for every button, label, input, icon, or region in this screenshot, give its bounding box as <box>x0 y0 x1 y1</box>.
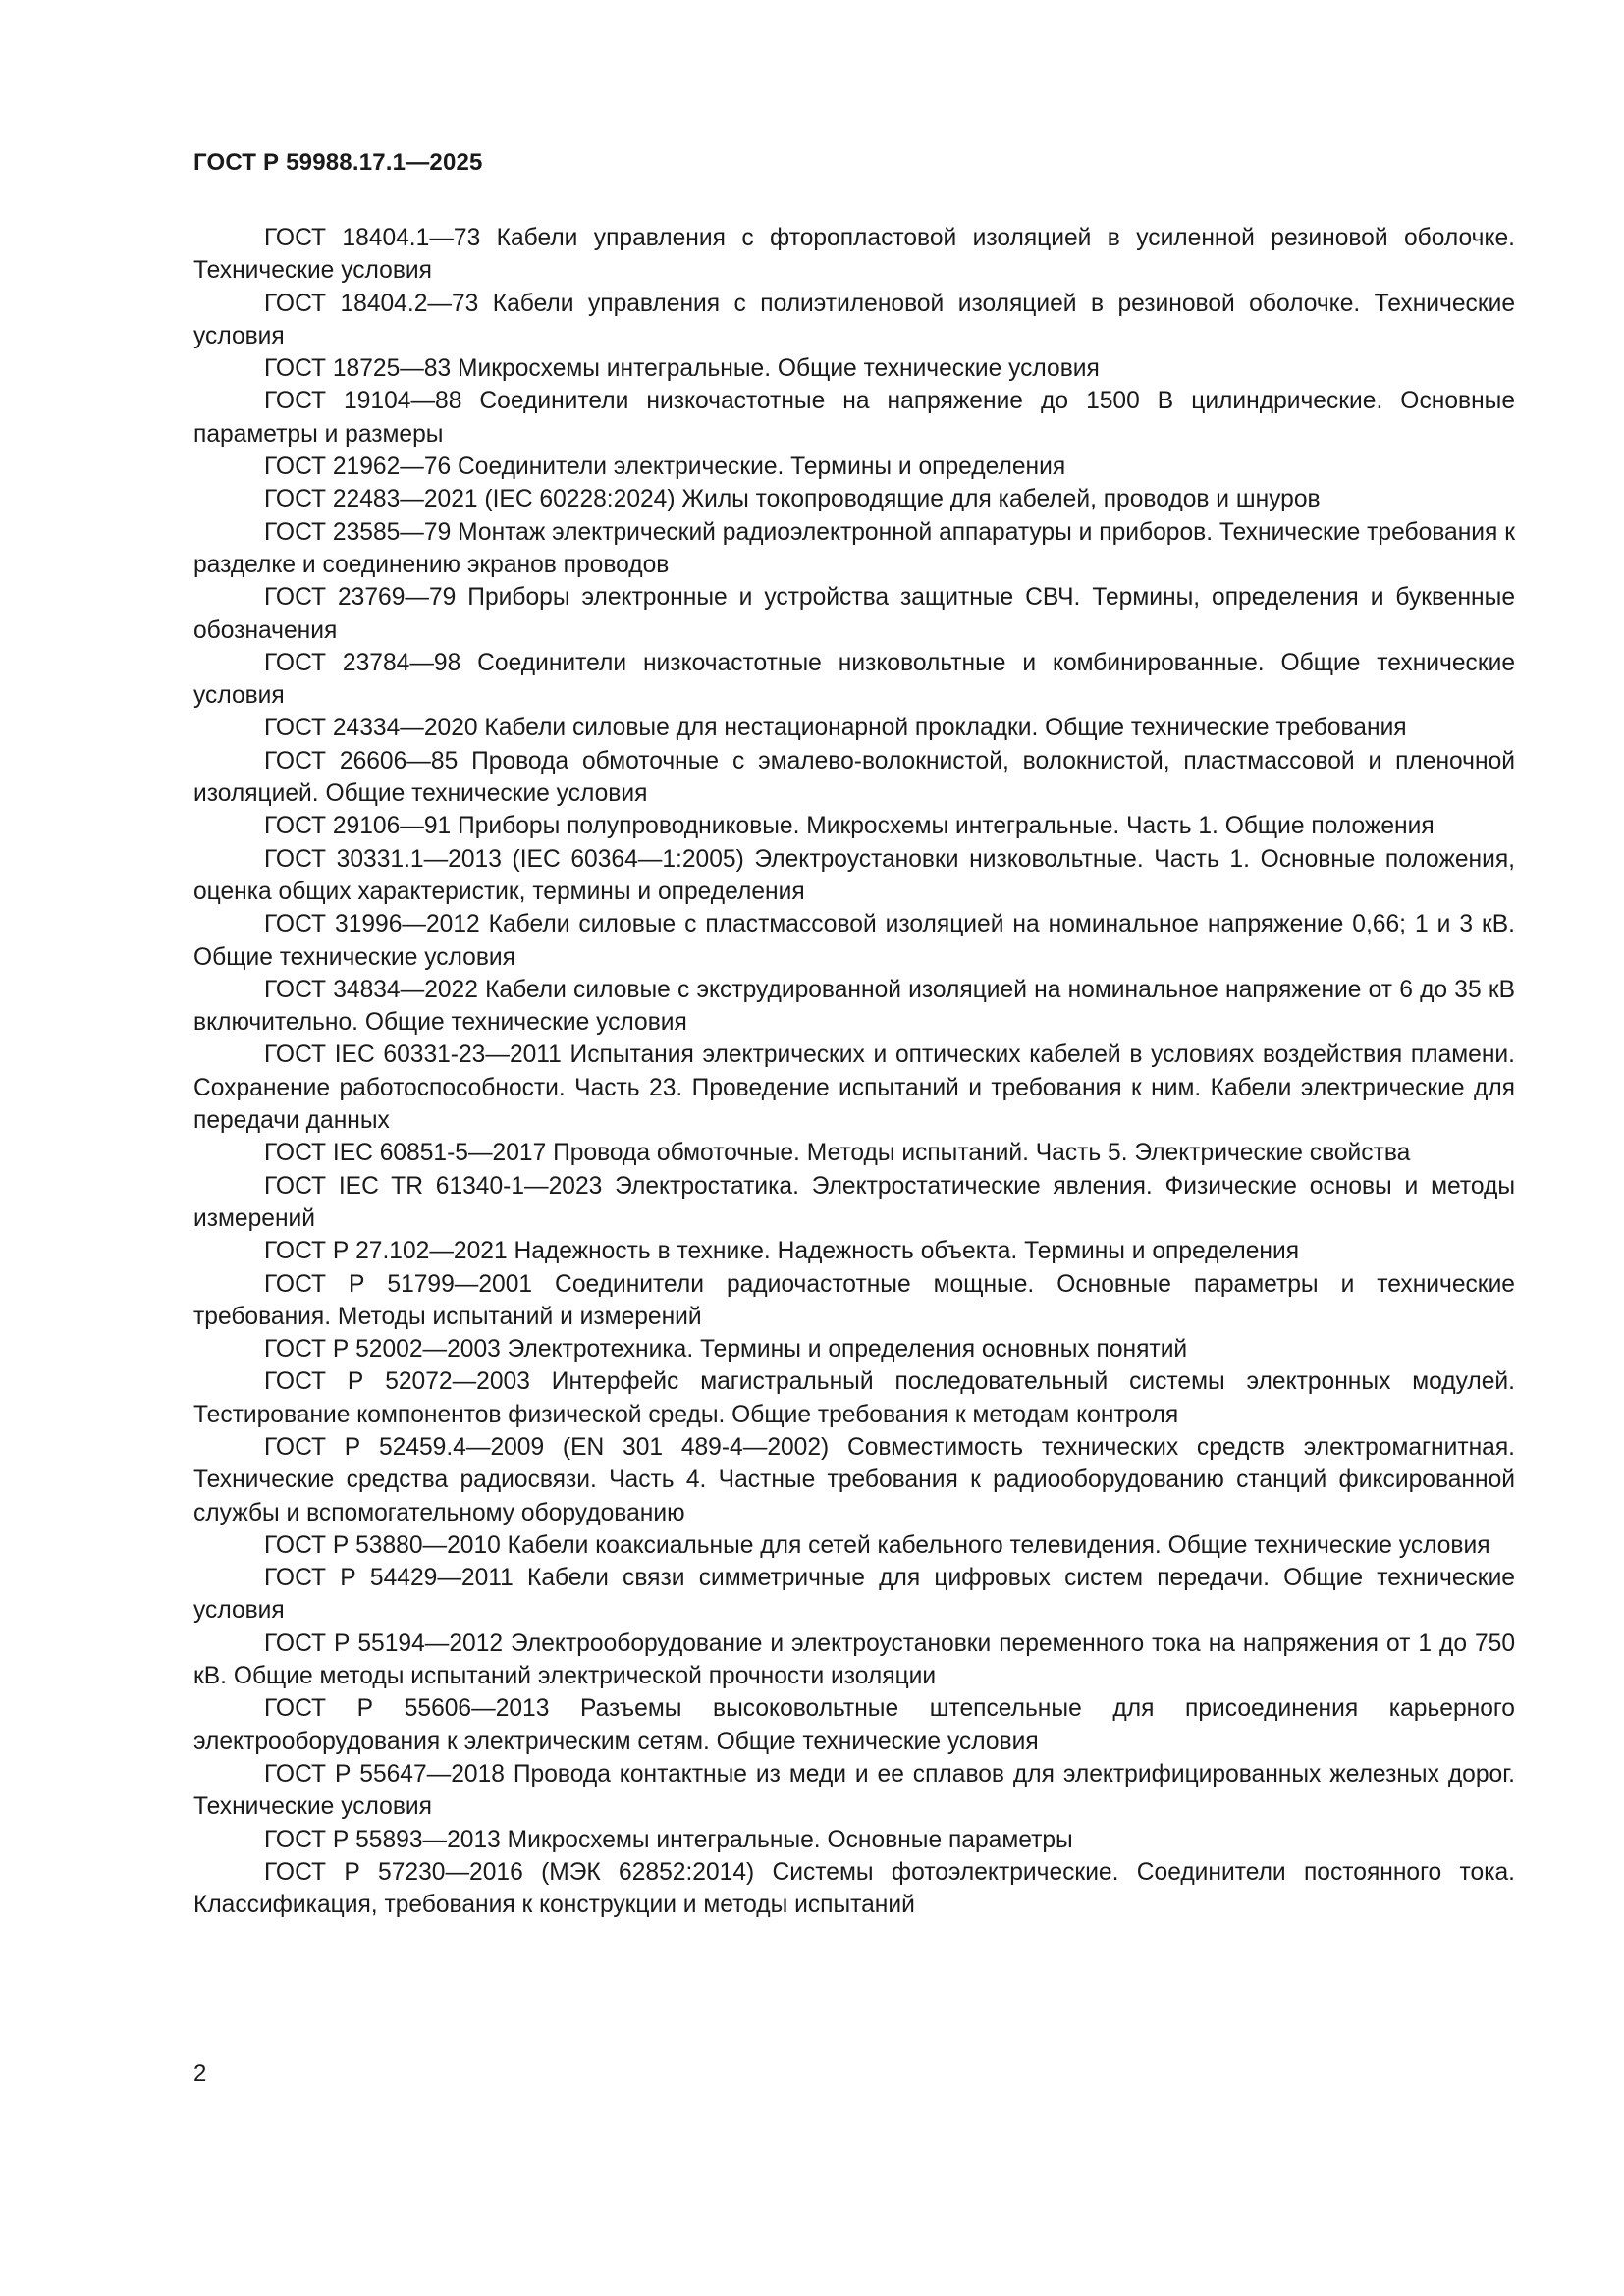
reference-item: ГОСТ Р 52002—2003 Электротехника. Термины и определения основных понятий <box>264 1336 1188 1363</box>
reference-item: ГОСТ 29106—91 Приборы полупроводниковые. Микросхемы интегральные. Часть 1. Общие положения <box>264 813 1435 840</box>
reference-item: ГОСТ 21962—76 Соединители электрические. Термины и определения <box>264 454 1066 481</box>
reference-item: ГОСТ 19104—88 Соединители низкочастотные на напряжение до 1500 В цилиндрические. Основные параметры и размеры <box>193 388 1515 448</box>
reference-item: ГОСТ IEC 60851-5—2017 Провода обмоточные. Методы испытаний. Часть 5. Электрические свойства <box>264 1140 1411 1167</box>
reference-item: ГОСТ IEC 60331-23—2011 Испытания электрических и оптических кабелей в условиях воздействия пламени. Сохранение работоспособности. Часть 23. Проведение испытаний и требования к ним. Кабели электрические для передачи данных <box>193 1041 1515 1135</box>
reference-item: ГОСТ 26606—85 Провода обмоточные с эмалево-волокнистой, волокнистой, пластмассовой и пленочной изоляцией. Общие технические условия <box>193 747 1515 808</box>
reference-item: ГОСТ 23784—98 Соединители низкочастотные низковольтные и комбинированные. Общие технические условия <box>193 649 1515 710</box>
reference-item: ГОСТ Р 52459.4—2009 (EN 301 489-4—2002) Совместимость технических средств электромагнитная. Технические средства радиосвязи. Часть 4. Частные требования к радиооборудованию станций фиксированной службы и вспомогательному оборудованию <box>193 1433 1515 1526</box>
reference-item: ГОСТ 30331.1—2013 (IEC 60364—1:2005) Электроустановки низковольтные. Часть 1. Основные положения, оценка общих характеристик, термины и определения <box>193 845 1515 905</box>
reference-item: ГОСТ 24334—2020 Кабели силовые для нестационарной прокладки. Общие технические требования <box>264 715 1407 742</box>
reference-item: ГОСТ 18404.1—73 Кабели управления с фторопластовой изоляцией в усиленной резиновой оболочке. Технические условия <box>193 225 1515 285</box>
reference-item: ГОСТ 22483—2021 (IEC 60228:2024) Жилы токопроводящие для кабелей, проводов и шнуров <box>264 486 1321 513</box>
reference-item: ГОСТ Р 51799—2001 Соединители радиочастотные мощные. Основные параметры и технические требования. Методы испытаний и измерений <box>193 1270 1515 1330</box>
reference-item: ГОСТ Р 55606—2013 Разъемы высоковольтные штепсельные для присоединения карьерного электрооборудования к электрическим сетям. Общие технические условия <box>193 1695 1515 1755</box>
reference-item: ГОСТ IEC TR 61340-1—2023 Электростатика. Электростатические явления. Физические основы и методы измерений <box>193 1172 1515 1232</box>
reference-item: ГОСТ Р 55194—2012 Электрооборудование и электроустановки переменного тока на напряжения от 1 до 750 кВ. Общие методы испытаний электрической прочности изоляции <box>193 1629 1515 1690</box>
normative-references-list <box>193 222 1515 1921</box>
reference-item: ГОСТ Р 27.102—2021 Надежность в технике. Надежность объекта. Термины и определения <box>264 1238 1300 1265</box>
reference-item: ГОСТ 23769—79 Приборы электронные и устройства защитные СВЧ. Термины, определения и буквенные обозначения <box>193 584 1515 644</box>
reference-item: ГОСТ Р 54429—2011 Кабели связи симметричные для цифровых систем передачи. Общие технические условия <box>193 1565 1515 1625</box>
reference-item: ГОСТ Р 57230—2016 (МЭК 62852:2014) Системы фотоэлектрические. Соединители постоянного тока. Классификация, требования к конструкции и методы испытаний <box>193 1858 1515 1919</box>
reference-item: ГОСТ 31996—2012 Кабели силовые с пластмассовой изоляцией на номинальное напряжение 0,66; 1 и 3 кВ. Общие технические условия <box>193 911 1515 971</box>
reference-item: ГОСТ 34834—2022 Кабели силовые с экструдированной изоляцией на номинальное напряжение от 6 до 35 кВ включительно. Общие технические условия <box>193 976 1515 1037</box>
reference-item: ГОСТ Р 55893—2013 Микросхемы интегральные. Основные параметры <box>264 1826 1073 1853</box>
reference-item: ГОСТ Р 55647—2018 Провода контактные из меди и ее сплавов для электрифицированных железных дорог. Технические условия <box>193 1760 1515 1821</box>
reference-item: ГОСТ Р 53880—2010 Кабели коаксиальные для сетей кабельного телевидения. Общие технические условия <box>264 1531 1490 1559</box>
reference-item: ГОСТ 18725—83 Микросхемы интегральные. Общие технические условия <box>264 355 1100 383</box>
reference-item: ГОСТ 18404.2—73 Кабели управления с полиэтиленовой изоляцией в резиновой оболочке. Технические условия <box>193 290 1515 349</box>
document-header: ГОСТ Р 59988.17.1—2025 <box>193 149 483 176</box>
page-number: 2 <box>193 2060 207 2087</box>
reference-item: ГОСТ Р 52072—2003 Интерфейс магистральный последовательный системы электронных модулей. Тестирование компонентов физической среды. Общие требования к методам контроля <box>193 1368 1515 1428</box>
reference-item: ГОСТ 23585—79 Монтаж электрический радиоэлектронной аппаратуры и приборов. Технические требования к разделке и соединению экранов проводов <box>193 518 1515 578</box>
